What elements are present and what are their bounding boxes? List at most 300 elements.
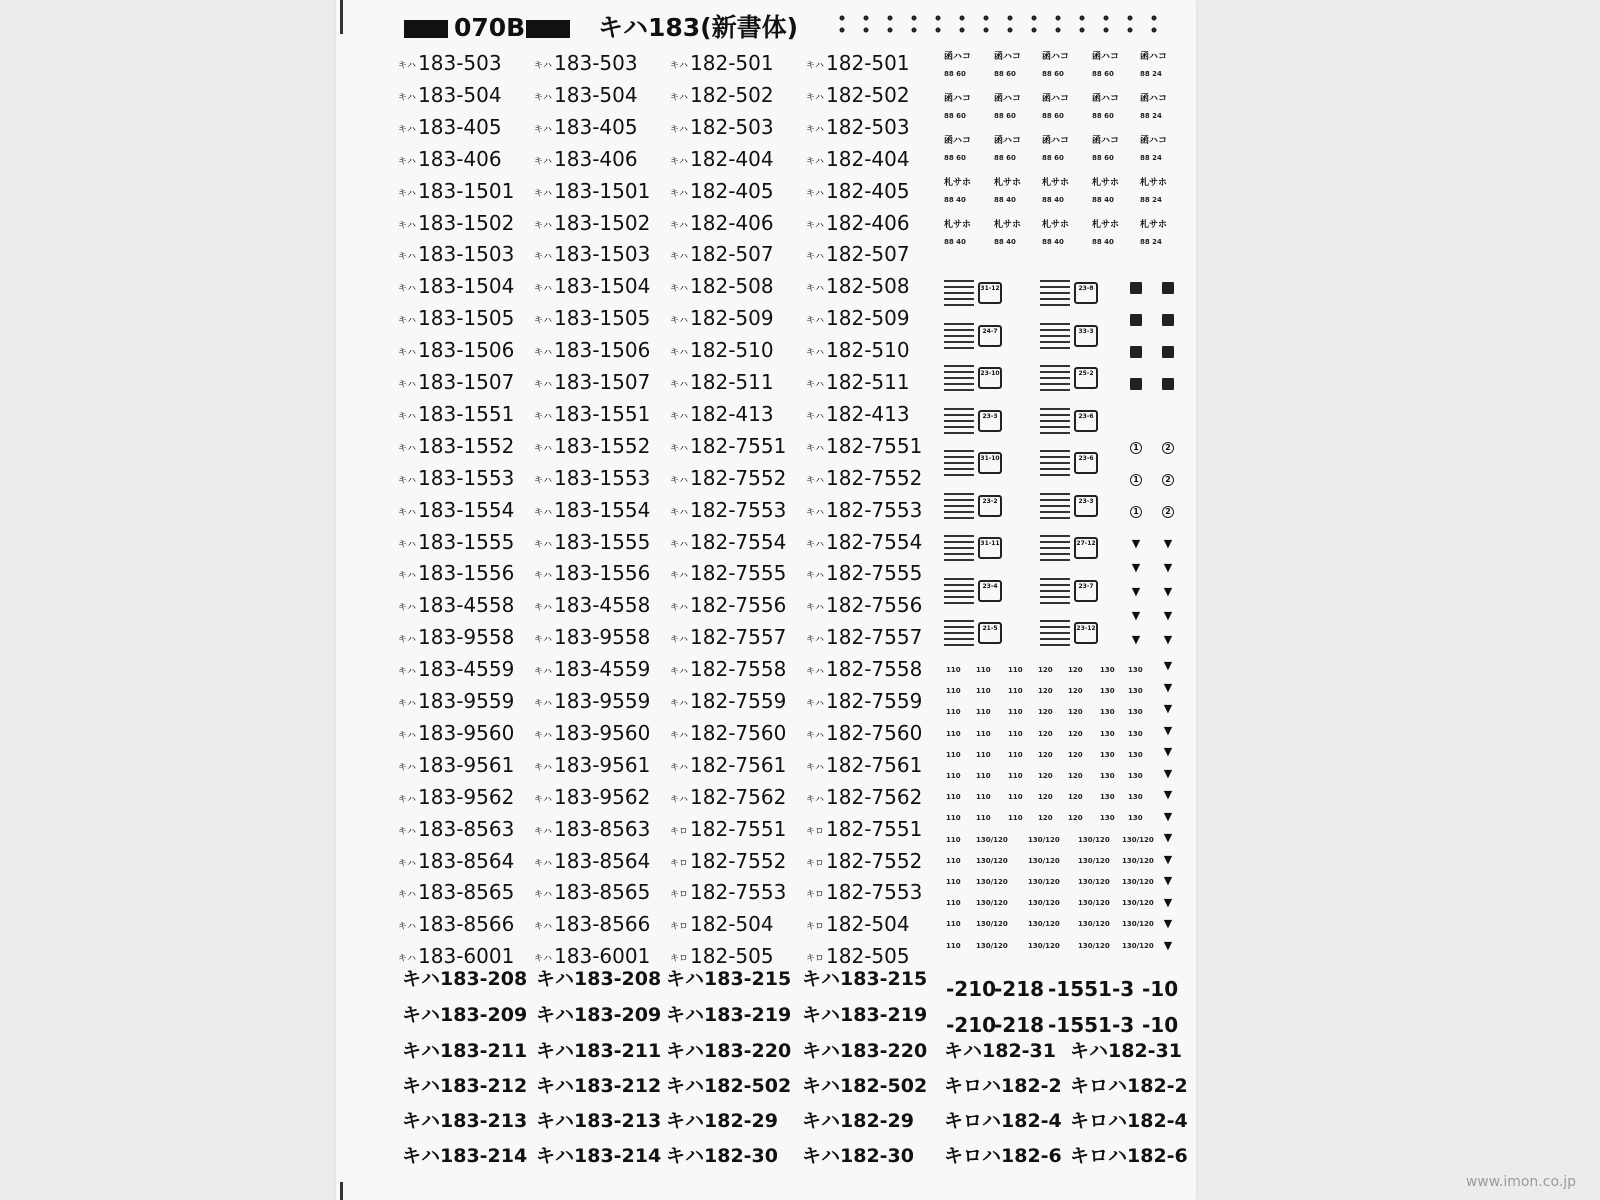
header-bar-left <box>404 20 448 38</box>
number-prefix: キハ <box>670 188 689 199</box>
inspection-date-box: 23-3 <box>978 410 1002 432</box>
number-decal <box>806 84 910 109</box>
number-text: 183-8565 <box>418 880 515 905</box>
number-prefix: キハ <box>806 380 825 390</box>
speed-decal: 110 <box>976 729 991 738</box>
inspection-date-box: 23-2 <box>978 495 1002 517</box>
number-decal <box>534 52 638 77</box>
triangle-symbol: ▼ <box>1163 561 1173 574</box>
bold-number-decal: キハ182-31 <box>944 1040 1056 1062</box>
number-decal <box>670 243 774 268</box>
number-prefix: キハ <box>398 858 417 869</box>
bold-number-decal: キハ182-30 <box>666 1145 778 1167</box>
number-prefix: キハ <box>670 252 689 263</box>
triangle-symbol: ▼ <box>1131 633 1141 646</box>
depot-badge-sub: 88 40 <box>1042 196 1064 204</box>
number-prefix: キハ <box>534 124 553 135</box>
number-prefix: キハ <box>398 188 417 199</box>
number-text: 182-503 <box>826 114 910 139</box>
speed-decal: 110 <box>946 878 961 886</box>
number-decal <box>534 307 650 332</box>
speed-decal: 120 <box>1038 772 1053 780</box>
triangle-symbol: ▼ <box>1163 788 1173 801</box>
number-text: 182-508 <box>690 274 774 299</box>
circle-number-symbol: 2 <box>1162 506 1174 518</box>
number-decal <box>398 435 514 460</box>
number-prefix: キハ <box>670 284 689 295</box>
number-decal <box>806 881 922 906</box>
number-decal <box>806 754 922 779</box>
number-prefix: キハ <box>806 667 825 678</box>
number-decal <box>670 371 774 396</box>
number-text: 182-7555 <box>690 561 787 586</box>
number-decal <box>534 275 650 300</box>
triangle-symbol: ▼ <box>1131 609 1141 622</box>
speed-decal: 110 <box>946 772 961 780</box>
number-text: 183-8566 <box>554 912 651 937</box>
speed-decal: 110 <box>946 750 961 759</box>
number-text: 183-1506 <box>554 338 651 363</box>
inspection-date-box: 23-4 <box>978 580 1002 602</box>
depot-badge-sub: 88 40 <box>1092 238 1114 246</box>
number-prefix: キハ <box>398 794 417 805</box>
number-text: 183-1504 <box>418 274 515 299</box>
depot-badge: 札サホ <box>1092 220 1120 230</box>
square-symbol <box>1162 314 1174 326</box>
square-symbol <box>1130 282 1142 294</box>
depot-badge-sub: 88 24 <box>1140 196 1162 204</box>
speed-decal: 120 <box>1068 814 1083 823</box>
inspection-block <box>1040 450 1102 478</box>
number-prefix: キハ <box>398 635 417 646</box>
speed-decal: 110 <box>976 793 991 802</box>
number-prefix: キロ <box>806 922 825 933</box>
number-text: 183-1554 <box>418 497 515 522</box>
number-prefix: キハ <box>670 667 689 678</box>
number-decal <box>806 786 922 811</box>
inspection-text-lines <box>944 280 974 306</box>
number-prefix: キハ <box>398 92 417 103</box>
number-decal <box>398 531 514 556</box>
number-text: 182-406 <box>690 210 774 235</box>
number-prefix: キハ <box>534 316 553 327</box>
number-text: 182-502 <box>826 82 910 107</box>
inspection-block <box>944 280 1006 308</box>
bold-number-decal: キハ183-219 <box>802 1004 928 1026</box>
number-text: 183-1506 <box>418 338 515 363</box>
number-text: 182-406 <box>826 210 910 235</box>
triangle-symbol: ▼ <box>1163 852 1173 866</box>
number-text: 183-504 <box>418 82 502 107</box>
speed-decal: 130 <box>1128 687 1143 696</box>
speed-decal: 130/120 <box>1028 899 1060 908</box>
number-decal <box>806 307 910 332</box>
speed-decal: 130/120 <box>1122 878 1154 886</box>
number-text: 183-406 <box>554 146 638 171</box>
speed-decal: 130/120 <box>976 835 1008 844</box>
depot-badge-sub: 88 40 <box>994 196 1016 204</box>
speed-decal: 130 <box>1128 666 1143 674</box>
number-decal <box>398 275 514 300</box>
number-text: 182-507 <box>826 242 910 267</box>
number-prefix: キハ <box>398 667 417 678</box>
triangle-symbol: ▼ <box>1163 917 1173 930</box>
depot-badge: 函ハコ <box>1042 94 1070 104</box>
speed-decal: 130 <box>1128 793 1143 802</box>
inspection-text-lines <box>944 620 974 646</box>
number-prefix: キハ <box>670 348 689 359</box>
number-decal <box>534 180 650 205</box>
square-symbol <box>1162 282 1174 294</box>
depot-badge-sub: 88 60 <box>994 70 1016 78</box>
triangle-symbol: ▼ <box>1163 831 1173 844</box>
number-decal <box>670 84 774 109</box>
number-prefix: キロ <box>670 826 689 837</box>
depot-badge: 函ハコ <box>1140 52 1168 62</box>
inspection-text-lines <box>944 323 974 349</box>
number-decal <box>806 467 922 492</box>
number-prefix: キハ <box>398 348 417 359</box>
bold-number-decal: キハ182-30 <box>802 1145 914 1167</box>
bold-number-decal: キハ183-208 <box>402 968 528 990</box>
number-decal <box>670 180 774 205</box>
number-decal <box>670 754 786 779</box>
number-prefix: キハ <box>670 92 689 103</box>
speed-decal: 110 <box>946 856 961 865</box>
depot-badge-sub: 88 40 <box>944 196 966 204</box>
number-decal <box>806 945 910 970</box>
depot-badge-sub: 88 40 <box>1042 238 1064 246</box>
number-text: 182-7554 <box>826 529 923 554</box>
speed-decal: 120 <box>1038 687 1053 696</box>
number-decal <box>534 754 650 779</box>
number-decal <box>398 626 514 651</box>
number-prefix: キハ <box>806 699 825 709</box>
depot-badge: 函ハコ <box>1092 94 1120 104</box>
speed-decal: 110 <box>946 814 961 823</box>
number-text: 182-7553 <box>826 497 923 522</box>
number-text: 182-7553 <box>690 880 787 905</box>
bold-number-decal: キハ182-502 <box>666 1075 792 1097</box>
number-decal <box>398 467 514 492</box>
number-decal <box>398 371 514 396</box>
number-prefix: キハ <box>670 380 689 390</box>
number-prefix: キハ <box>670 220 689 231</box>
number-prefix: キハ <box>670 124 689 135</box>
number-prefix: キハ <box>670 316 689 327</box>
number-text: 183-1556 <box>554 561 651 586</box>
speed-decal: 110 <box>976 750 991 759</box>
depot-badge: 函ハコ <box>1042 136 1070 146</box>
number-prefix: キハ <box>670 539 689 550</box>
number-decal <box>398 594 514 619</box>
number-text: 182-7558 <box>690 657 787 682</box>
speed-decal: 110 <box>1008 687 1023 696</box>
number-text: 183-1554 <box>554 497 651 522</box>
speed-decal: 130/120 <box>976 941 1008 950</box>
number-prefix: キロ <box>670 890 689 901</box>
depot-badge: 札サホ <box>994 220 1022 230</box>
number-prefix: キハ <box>398 220 417 231</box>
speed-decal: 130 <box>1100 687 1115 696</box>
number-text: 182-505 <box>690 944 774 969</box>
inspection-text-lines <box>1040 365 1070 391</box>
number-decal <box>670 850 786 875</box>
header-bar-right <box>526 20 570 38</box>
inspection-block <box>944 493 1006 521</box>
number-text: 183-1504 <box>554 274 651 299</box>
suffix-decal: -218 <box>994 1013 1045 1037</box>
number-prefix: キハ <box>534 730 553 741</box>
number-text: 183-6001 <box>418 944 515 969</box>
triangle-symbol: ▼ <box>1163 766 1173 780</box>
number-decal <box>806 722 922 747</box>
depot-badge: 札サホ <box>1140 178 1168 188</box>
square-symbol <box>1130 346 1142 358</box>
inspection-date-box: 23-7 <box>1074 580 1098 602</box>
number-prefix: キハ <box>534 794 553 805</box>
speed-decal: 110 <box>1008 666 1023 674</box>
number-text: 182-7558 <box>826 657 923 682</box>
inspection-block <box>1040 493 1102 521</box>
number-decal <box>398 243 514 268</box>
number-prefix: キハ <box>806 188 825 199</box>
number-prefix: キハ <box>398 475 417 486</box>
number-prefix: キハ <box>534 61 553 71</box>
speed-decal: 110 <box>1008 708 1023 717</box>
number-text: 182-7561 <box>826 752 923 777</box>
square-symbol <box>1162 378 1174 390</box>
speed-decal: 130/120 <box>1078 941 1110 950</box>
inspection-date-box: 25-2 <box>1074 367 1098 389</box>
number-prefix: キハ <box>534 635 553 646</box>
triangle-symbol: ▼ <box>1163 585 1173 598</box>
number-text: 183-4559 <box>554 657 651 682</box>
number-decal <box>398 913 514 938</box>
number-prefix: キハ <box>806 61 825 71</box>
number-decal <box>670 435 786 460</box>
inspection-text-lines <box>1040 323 1070 349</box>
number-prefix: キハ <box>670 507 689 518</box>
number-prefix: キハ <box>806 635 825 646</box>
number-prefix: キハ <box>534 890 553 901</box>
speed-decal: 130/120 <box>1028 856 1060 865</box>
number-text: 183-1503 <box>554 242 651 267</box>
number-decal <box>670 275 774 300</box>
number-prefix: キハ <box>534 475 553 486</box>
number-decal <box>534 148 638 173</box>
speed-decal: 110 <box>1008 793 1023 802</box>
speed-decal: 130/120 <box>1078 878 1110 886</box>
number-text: 182-503 <box>690 114 774 139</box>
bold-number-decal: キハ183-209 <box>536 1004 662 1026</box>
number-decal <box>670 212 774 237</box>
depot-badge-sub: 88 40 <box>944 238 966 246</box>
number-text: 183-1502 <box>418 210 515 235</box>
number-prefix: キロ <box>806 890 825 901</box>
triangle-symbol: ▼ <box>1163 895 1173 909</box>
bold-number-decal: キハ183-211 <box>536 1040 662 1062</box>
number-decal <box>534 116 638 141</box>
number-text: 182-507 <box>690 242 774 267</box>
bold-number-decal: キロハ182-4 <box>1070 1110 1188 1132</box>
inspection-date-box: 21-5 <box>978 622 1002 644</box>
inspection-block <box>1040 323 1102 351</box>
number-text: 182-405 <box>690 178 774 203</box>
square-symbol <box>1130 378 1142 390</box>
number-decal <box>670 148 774 173</box>
circle-number-symbol: 1 <box>1130 442 1142 454</box>
bold-number-decal: キロハ182-6 <box>1070 1145 1188 1167</box>
number-text: 183-405 <box>554 114 638 139</box>
number-text: 182-413 <box>826 401 910 426</box>
inspection-date-box: 24-7 <box>978 325 1002 347</box>
bold-number-decal: キハ183-213 <box>536 1110 662 1132</box>
number-decal <box>398 754 514 779</box>
number-decal <box>534 531 650 556</box>
number-prefix: キハ <box>670 411 689 422</box>
number-text: 182-7552 <box>826 465 923 490</box>
speed-decal: 130/120 <box>1078 920 1110 929</box>
number-text: 182-510 <box>690 338 774 363</box>
number-prefix: キハ <box>670 730 689 741</box>
number-text: 183-1501 <box>418 178 515 203</box>
number-decal <box>670 881 786 906</box>
number-text: 182-7551 <box>690 433 787 458</box>
number-text: 182-505 <box>826 944 910 969</box>
speed-decal: 130 <box>1100 729 1115 738</box>
number-prefix: キハ <box>534 922 553 933</box>
number-text: 183-503 <box>418 51 502 75</box>
registration-dots <box>830 12 1175 36</box>
speed-decal: 120 <box>1038 793 1053 802</box>
speed-decal: 130/120 <box>1028 941 1060 950</box>
number-text: 183-1552 <box>418 433 515 458</box>
number-prefix: キハ <box>398 380 417 390</box>
number-prefix: キハ <box>670 156 689 167</box>
speed-decal: 120 <box>1068 666 1083 674</box>
speed-decal: 120 <box>1068 793 1083 802</box>
number-text: 183-8564 <box>554 848 651 873</box>
number-decal <box>806 818 922 843</box>
number-prefix: キハ <box>670 794 689 805</box>
number-prefix: キハ <box>398 124 417 135</box>
depot-badge: 函ハコ <box>1140 136 1168 146</box>
number-decal <box>534 339 650 364</box>
number-decal <box>534 499 650 524</box>
number-text: 182-7557 <box>690 625 787 650</box>
speed-decal: 110 <box>976 708 991 717</box>
inspection-block <box>1040 620 1102 648</box>
depot-badge-sub: 88 60 <box>1042 112 1064 120</box>
bold-number-decal: キハ183-213 <box>402 1110 528 1132</box>
number-text: 183-1555 <box>554 529 651 554</box>
number-text: 183-1505 <box>418 306 515 331</box>
number-text: 183-9560 <box>554 720 651 745</box>
speed-decal: 110 <box>1008 772 1023 780</box>
number-decal <box>534 881 650 906</box>
speed-decal: 110 <box>946 666 961 674</box>
triangle-symbol: ▼ <box>1163 702 1173 715</box>
speed-decal: 110 <box>976 772 991 780</box>
triangle-symbol: ▼ <box>1163 633 1173 646</box>
sheet-edge-bottom <box>340 1182 343 1200</box>
bold-number-decal: キハ183-208 <box>536 968 662 990</box>
inspection-block <box>1040 408 1102 436</box>
speed-decal: 110 <box>946 793 961 802</box>
number-text: 182-510 <box>826 338 910 363</box>
number-text: 182-508 <box>826 274 910 299</box>
number-text: 182-7552 <box>690 465 787 490</box>
circle-number-symbol: 2 <box>1162 442 1174 454</box>
number-decal <box>670 339 774 364</box>
inspection-date-box: 23-6 <box>1074 410 1098 432</box>
number-decal <box>806 275 910 300</box>
bold-number-decal: キハ183-211 <box>402 1040 528 1062</box>
number-text: 182-7552 <box>826 848 923 873</box>
number-decal <box>534 84 638 109</box>
depot-badge: 函ハコ <box>994 136 1022 146</box>
number-prefix: キハ <box>398 571 417 582</box>
number-prefix: キハ <box>398 699 417 709</box>
number-decal <box>806 499 922 524</box>
number-text: 182-501 <box>690 51 774 75</box>
number-decal <box>534 212 650 237</box>
number-text: 182-404 <box>826 146 910 171</box>
number-text: 183-1552 <box>554 433 651 458</box>
depot-badge: 函ハコ <box>1092 52 1120 62</box>
bold-number-decal: キハ182-502 <box>802 1075 928 1097</box>
number-text: 182-511 <box>690 370 774 394</box>
bold-number-decal: キハ182-31 <box>1070 1040 1182 1062</box>
bold-number-decal: キロハ182-4 <box>944 1110 1062 1132</box>
number-text: 182-7554 <box>690 529 787 554</box>
number-text: 183-1555 <box>418 529 515 554</box>
depot-badge: 札サホ <box>944 178 972 188</box>
depot-badge-sub: 88 60 <box>1092 154 1114 162</box>
number-text: 182-404 <box>690 146 774 171</box>
inspection-block <box>944 535 1006 563</box>
depot-badge: 札サホ <box>1092 178 1120 188</box>
number-prefix: キハ <box>534 284 553 295</box>
number-decal <box>534 562 650 587</box>
number-decal <box>398 818 514 843</box>
number-prefix: キハ <box>806 603 825 614</box>
triangle-symbol: ▼ <box>1163 809 1173 823</box>
speed-decal: 130 <box>1128 729 1143 738</box>
depot-badge-sub: 88 60 <box>944 154 966 162</box>
depot-badge: 函ハコ <box>994 94 1022 104</box>
number-prefix: キハ <box>534 411 553 422</box>
speed-decal: 110 <box>946 899 961 908</box>
number-text: 182-7560 <box>690 720 787 745</box>
bold-number-decal: キハ183-220 <box>802 1040 928 1062</box>
speed-decal: 110 <box>1008 750 1023 759</box>
number-text: 183-9559 <box>418 689 515 713</box>
inspection-text-lines <box>1040 280 1070 306</box>
number-text: 182-7562 <box>690 784 787 809</box>
number-decal <box>398 850 514 875</box>
number-text: 182-7557 <box>826 625 923 650</box>
depot-badge-sub: 88 60 <box>944 112 966 120</box>
inspection-date-box: 23-3 <box>1074 495 1098 517</box>
number-prefix: キハ <box>398 539 417 550</box>
number-prefix: キハ <box>534 826 553 837</box>
number-prefix: キハ <box>670 762 689 773</box>
number-prefix: キハ <box>806 794 825 805</box>
circle-number-symbol: 1 <box>1130 474 1142 486</box>
number-prefix: キハ <box>806 252 825 263</box>
